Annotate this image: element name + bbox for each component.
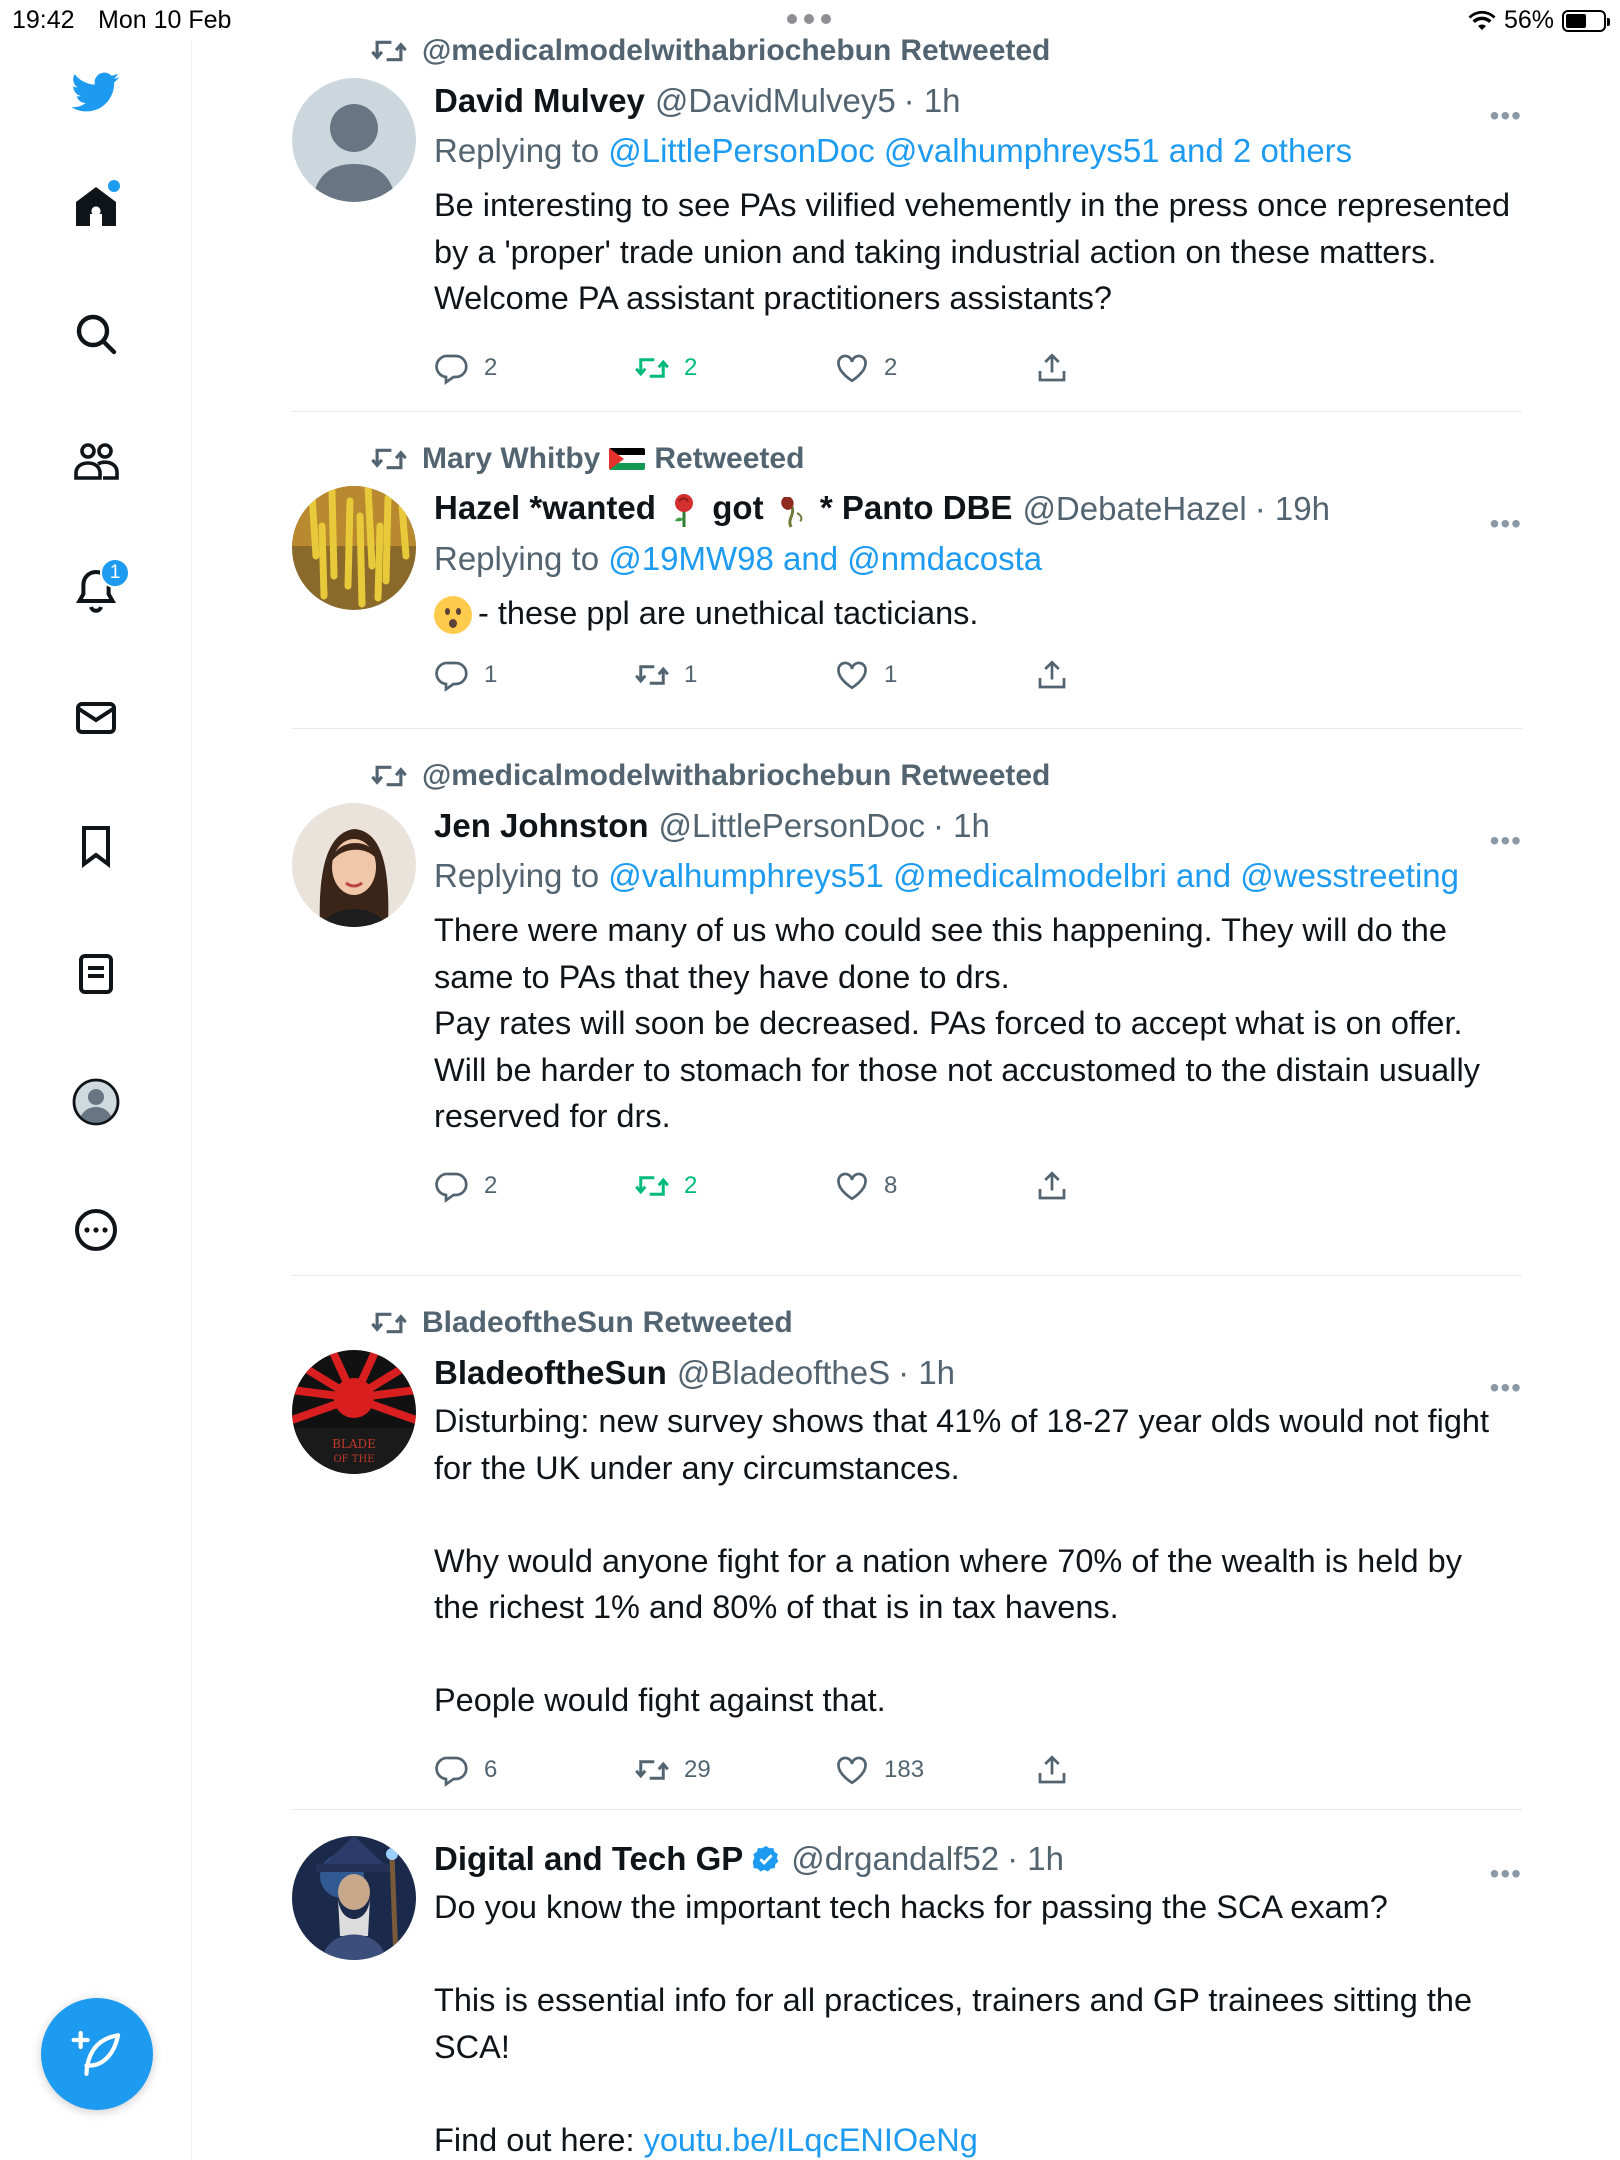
tweet-link[interactable]: youtu.be/ILqcENIOeNg <box>643 2121 978 2158</box>
author-name[interactable] <box>434 489 1012 528</box>
avatar[interactable] <box>292 803 416 927</box>
share-icon <box>1034 350 1070 386</box>
tweet-paragraph: Will be harder to stomach for those not accustomed to the distain usually reserved for drs. <box>434 1051 1480 1134</box>
battery-level <box>1566 14 1586 28</box>
status-date: Mon 10 Feb <box>98 6 232 34</box>
tweet-paragraph: Disturbing: new survey shows that 41% of 18-27 year olds would not fight for the UK under any circumstances. <box>434 1403 1490 1486</box>
tweet-paragraph <box>434 1931 1512 1978</box>
like-button[interactable] <box>834 350 1034 386</box>
author-name-part: * Panto DBE <box>819 489 1013 527</box>
heart-icon <box>834 1752 870 1788</box>
retweet-context <box>292 1298 1522 1348</box>
tweet-paragraph <box>434 1491 1512 1538</box>
reply-button[interactable] <box>434 1168 634 1204</box>
replying-prefix: Replying to <box>434 857 600 894</box>
compose-tweet-button[interactable] <box>41 1998 153 2110</box>
retweet-icon <box>634 657 670 693</box>
tweet[interactable] <box>292 412 1522 729</box>
retweet-button[interactable] <box>634 1752 834 1788</box>
reply-count: 2 <box>484 353 498 381</box>
tweet-text <box>434 176 1522 322</box>
share-icon <box>1034 1168 1070 1204</box>
tweet-text <box>434 901 1522 1140</box>
reply-count: 6 <box>484 1755 498 1783</box>
heart-icon <box>834 657 870 693</box>
more-options-icon[interactable]: ••• <box>1489 508 1522 539</box>
hushed-face-emoji-icon <box>434 596 472 634</box>
retweet-icon <box>370 757 408 795</box>
avatar[interactable] <box>292 1350 416 1474</box>
retweeted-label: Retweeted <box>900 34 1051 67</box>
author-handle[interactable]: @DebateHazel <box>1022 490 1247 527</box>
retweet-icon <box>370 32 408 70</box>
tweet-time: · 1h <box>903 82 961 119</box>
reply-count: 1 <box>484 660 498 688</box>
like-button[interactable] <box>834 1752 1034 1788</box>
timeline <box>292 26 1522 2160</box>
reply-button[interactable] <box>434 657 634 693</box>
battery-icon <box>1562 10 1606 32</box>
tweet-time: · 1h <box>1007 1840 1064 1877</box>
home-unread-dot <box>108 180 120 192</box>
like-count: 183 <box>884 1755 925 1783</box>
tweet-paragraph: Pay rates will soon be decreased. PAs forced to accept what is on offer. <box>434 1005 1463 1041</box>
reply-button[interactable] <box>434 1752 634 1788</box>
tweet-actions <box>434 1140 1522 1232</box>
heart-icon <box>834 1168 870 1204</box>
more-options-icon[interactable]: ••• <box>1489 1858 1522 1889</box>
link-prefix: Find out here: <box>434 2121 644 2158</box>
retweeted-label: Retweeted <box>900 759 1051 792</box>
like-count: 2 <box>884 353 898 381</box>
retweet-count: 2 <box>684 1171 698 1199</box>
retweet-icon <box>634 1752 670 1788</box>
twitter-logo-icon[interactable] <box>70 66 122 118</box>
like-button[interactable] <box>834 657 1034 693</box>
retweet-icon <box>634 1168 670 1204</box>
retweet-button[interactable] <box>634 1168 834 1204</box>
tweet-paragraph: This is essential info for all practices, trainers and GP trainees sitting the SCA! <box>434 1982 1473 2065</box>
rose-emoji-icon <box>669 493 699 529</box>
tweet-paragraph: There were many of us who could see this happening. They will do the same to PAs that they have done to drs. <box>434 912 1447 995</box>
share-icon <box>1034 1752 1070 1788</box>
share-button[interactable] <box>1034 350 1234 386</box>
author-handle[interactable]: @drgandalf52 <box>791 1840 1000 1877</box>
messages-envelope-icon[interactable] <box>70 692 122 744</box>
tweet-time: · 1h <box>932 807 990 844</box>
svg-text:OF THE: OF THE <box>333 1454 375 1465</box>
lists-icon[interactable] <box>70 948 122 1000</box>
replying-prefix: Replying to <box>434 540 600 577</box>
replying-prefix: Replying to <box>434 132 600 169</box>
home-icon[interactable] <box>70 180 122 232</box>
author-name-part: Hazel *wanted <box>434 489 656 527</box>
retweet-count: 1 <box>684 660 698 688</box>
replying-to-link[interactable]: @19MW98 and @nmdacosta <box>608 540 1043 577</box>
more-options-icon[interactable]: ••• <box>1489 1372 1522 1403</box>
author-name[interactable]: Jen Johnston <box>434 807 649 844</box>
communities-icon[interactable] <box>70 436 122 488</box>
verified-badge-icon <box>751 1844 781 1874</box>
retweet-icon <box>370 440 408 478</box>
sidebar <box>0 40 192 2160</box>
tweet[interactable] <box>292 729 1522 1276</box>
avatar-text: BLADE <box>332 1437 376 1451</box>
retweeted-by[interactable]: BladeoftheSun <box>422 1306 634 1339</box>
share-button[interactable] <box>1034 657 1234 693</box>
author-handle[interactable]: @LittlePersonDoc <box>658 807 925 844</box>
multitasking-dots-icon[interactable] <box>787 14 831 24</box>
replying-to <box>434 126 1522 176</box>
tweet-paragraph <box>434 1631 1512 1678</box>
author-name-part: got <box>712 489 764 527</box>
tweet[interactable] <box>292 1810 1522 2160</box>
replying-to <box>434 534 1522 584</box>
bookmarks-icon[interactable] <box>70 820 122 872</box>
reply-icon <box>434 1168 470 1204</box>
notifications-bell-icon[interactable] <box>70 564 122 616</box>
tweet-paragraph: Be interesting to see PAs vilified vehemently in the press once represented by a 'proper' trade union and taking industrial action on these matters. Welcome PA assistant practitioners assistants? <box>434 187 1511 316</box>
notifications-badge: 1 <box>100 558 130 588</box>
wilted-rose-emoji-icon <box>777 493 807 529</box>
tweet-paragraph: Do you know the important tech hacks for passing the SCA exam? <box>434 1889 1388 1925</box>
retweet-count: 2 <box>684 353 698 381</box>
tweet-actions <box>434 322 1522 414</box>
retweet-context <box>292 751 1522 801</box>
like-count: 1 <box>884 660 898 688</box>
replying-to-link[interactable]: @valhumphreys51 @medicalmodelbri and @wesstreeting <box>608 857 1459 894</box>
avatar[interactable] <box>292 1836 416 1960</box>
retweet-icon <box>370 1304 408 1342</box>
tweet-paragraph: People would fight against that. <box>434 1682 886 1718</box>
retweeted-label: Retweeted <box>642 1306 793 1339</box>
retweet-button[interactable] <box>634 350 834 386</box>
tweet-time: · 19h <box>1254 490 1330 527</box>
replying-to <box>434 851 1522 901</box>
reply-icon <box>434 657 470 693</box>
retweeted-by[interactable]: @medicalmodelwithabriochebun <box>422 34 892 67</box>
author-name[interactable]: David Mulvey <box>434 82 645 119</box>
tweet-paragraph: Why would anyone fight for a nation where 70% of the wealth is held by the richest 1% and 80% of that is in tax havens. <box>434 1542 1462 1625</box>
tweet[interactable] <box>292 1276 1522 1810</box>
retweeted-by[interactable]: @medicalmodelwithabriochebun <box>422 759 892 792</box>
like-button[interactable] <box>834 1168 1034 1204</box>
reply-button[interactable] <box>434 350 634 386</box>
more-options-icon[interactable] <box>70 1204 122 1256</box>
reply-icon <box>434 1752 470 1788</box>
reply-count: 2 <box>484 1171 498 1199</box>
avatar[interactable] <box>292 486 416 610</box>
author-name[interactable]: BladeoftheSun <box>434 1354 667 1391</box>
retweet-button[interactable] <box>634 657 834 693</box>
tweet-text <box>434 584 1522 637</box>
palestine-flag-icon <box>609 448 645 470</box>
tweet-actions <box>434 1724 1522 1816</box>
replying-to-link[interactable]: @LittlePersonDoc @valhumphreys51 and 2 others <box>608 132 1353 169</box>
search-icon[interactable] <box>70 308 122 360</box>
heart-icon <box>834 350 870 386</box>
tweet-time: · 1h <box>898 1354 956 1391</box>
tweet-text <box>434 1884 1522 2160</box>
retweet-count: 29 <box>684 1755 711 1783</box>
profile-avatar-icon[interactable] <box>70 1076 122 1128</box>
reply-icon <box>434 350 470 386</box>
retweeted-label: Retweeted <box>654 442 805 475</box>
share-icon <box>1034 657 1070 693</box>
tweet-paragraph: - these ppl are unethical tacticians. <box>478 595 979 631</box>
tweet-text <box>434 1398 1522 1724</box>
status-time: 19:42 <box>12 6 75 34</box>
tweet[interactable] <box>292 26 1522 412</box>
retweeted-by[interactable]: Mary Whitby <box>422 442 601 475</box>
retweet-context <box>292 434 1522 484</box>
author-name[interactable]: Digital and Tech GP <box>434 1840 744 1877</box>
retweet-context <box>292 26 1522 76</box>
like-count: 8 <box>884 1171 898 1199</box>
share-button[interactable] <box>1034 1752 1234 1788</box>
compose-icon <box>69 2026 125 2082</box>
battery-percent: 56% <box>1503 6 1554 34</box>
more-options-icon[interactable]: ••• <box>1489 100 1522 131</box>
author-handle[interactable]: @BladeoftheS <box>676 1354 891 1391</box>
more-options-icon[interactable]: ••• <box>1489 825 1522 856</box>
author-handle[interactable]: @DavidMulvey5 <box>654 82 896 119</box>
tweet-actions <box>434 637 1522 713</box>
tweet-paragraph <box>434 2070 1512 2117</box>
avatar[interactable] <box>292 78 416 202</box>
retweet-icon <box>634 350 670 386</box>
share-button[interactable] <box>1034 1168 1234 1204</box>
